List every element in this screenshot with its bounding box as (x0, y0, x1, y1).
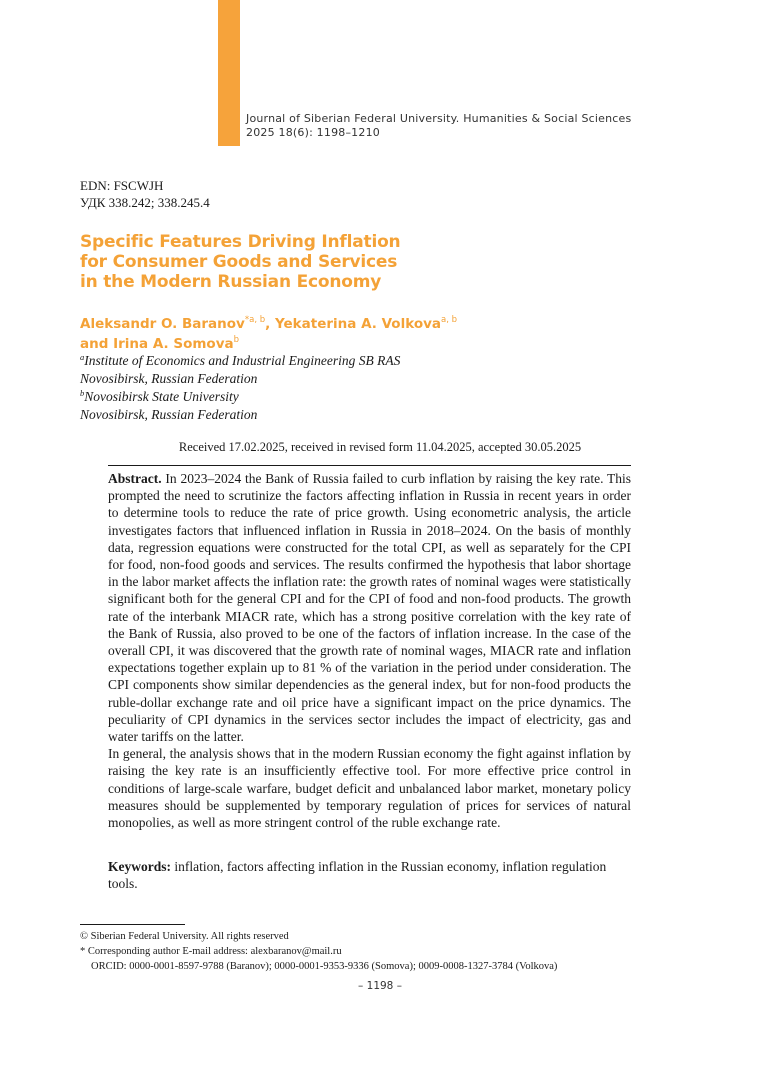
keywords-text: inflation, factors affecting inflation in the Russian economy, inflation regulation tools. (108, 859, 607, 892)
udk-code: УДК 338.242; 338.245.4 (80, 195, 210, 210)
page-number: – 1198 – (358, 980, 402, 992)
abstract-paragraph-1 (108, 470, 631, 745)
author-somova-affil: b (233, 335, 240, 345)
title-line-3: in the Modern Russian Economy (80, 272, 382, 292)
keywords-label: Keywords: (108, 859, 171, 874)
footnote-divider (80, 924, 185, 925)
author-volkova-affil: a, b (441, 315, 458, 325)
affil-a-mark: a (80, 352, 85, 362)
affil-a-name: Institute of Economics and Industrial Engineering SB RAS (84, 353, 401, 368)
author-baranov: Aleksandr O. Baranov (80, 316, 245, 332)
footnotes (80, 929, 557, 974)
affil-b-city: Novosibirsk, Russian Federation (80, 407, 258, 422)
received-dates: Received 17.02.2025, received in revised form 11.04.2025, accepted 30.05.2025 (178, 440, 582, 454)
journal-issue: 2025 18(6): 1198–1210 (246, 126, 380, 139)
journal-header (246, 112, 631, 140)
footnote-orcid: ORCID: 0000-0001-8597-9788 (Baranov); 0000-0001-9353-9336 (Somova); 0009-0008-1327-3784 (Volkova) (91, 961, 558, 972)
title-line-2: for Consumer Goods and Services (80, 252, 398, 272)
affil-b-name: Novosibirsk State University (84, 389, 239, 404)
affil-a-city: Novosibirsk, Russian Federation (80, 371, 258, 386)
author-list (80, 314, 457, 354)
affil-b-mark: b (80, 388, 85, 398)
author-separator: , (265, 316, 275, 332)
keywords (108, 858, 631, 892)
author-and: and (80, 336, 114, 352)
author-somova: Irina A. Somova (113, 336, 234, 352)
journal-name: Journal of Siberian Federal University. Humanities & Social Sciences (246, 112, 632, 125)
author-volkova: Yekaterina A. Volkova (274, 316, 442, 332)
affiliations (80, 352, 400, 424)
abstract-text-1: In 2023–2024 the Bank of Russia failed to curb inflation by raising the key rate. This prompted the need to scrutinize the factors affecting inflation in Russia in recent years in order to determine tools to reduce the rate of price growth. Using econometric analysis, the article investigates factors that influenced inflation in Russia in 2018–2024. On the basis of monthly data, regression equations were constructed for the total CPI, as well as separately for the CPI for food, non-food goods and services. The results confirmed the hypothesis that labor shortage in the labor market affects the inflation rate: the growth rates of nominal wages were statistically significant both for the general CPI and for the CPI of food and non-food products. The growth rate of the interbank MIACR rate, which has a strong positive correlation with the key rate of the Bank of Russia, also proved to be one of the factors of inflation increase. In the case of the overall CPI, it was discovered that the growth rate of nominal wages, MIACR rate and inflation expectations together explain up to 81 % of the variation in the period under consideration. The CPI components show similar dependencies as the general index, but for non-food products the ruble-dollar exchange rate and oil price have a significant impact on the price dynamics. The peculiarity of CPI dynamics in the services sector includes the impact of electricity, gas and water tariffs on the latter. (108, 471, 631, 745)
footnote-copyright: © Siberian Federal University. All rights reserved (80, 931, 289, 942)
footnote-corresponding: * Corresponding author E-mail address: alexbaranov@mail.ru (80, 946, 342, 957)
abstract-label: Abstract. (108, 471, 162, 486)
abstract (108, 470, 631, 831)
article-title (80, 232, 500, 292)
author-baranov-affil: *a, b (244, 315, 266, 325)
title-line-1: Specific Features Driving Inflation (80, 232, 401, 252)
article-identifiers (80, 177, 210, 211)
edn-code: EDN: FSCWJH (80, 178, 164, 193)
abstract-paragraph-2: In general, the analysis shows that in the modern Russian economy the fight against inflation by raising the key rate is an insufficiently effective tool. For more effective price control in conditions of large-scale warfare, budget deficit and unbalanced labor market, monetary policy measures should be supplemented by temporary regulation of prices for services of natural monopolies, as well as more stringent control of the ruble exchange rate. (108, 746, 631, 831)
abstract-divider (108, 465, 631, 466)
header-accent-bar (218, 0, 240, 146)
